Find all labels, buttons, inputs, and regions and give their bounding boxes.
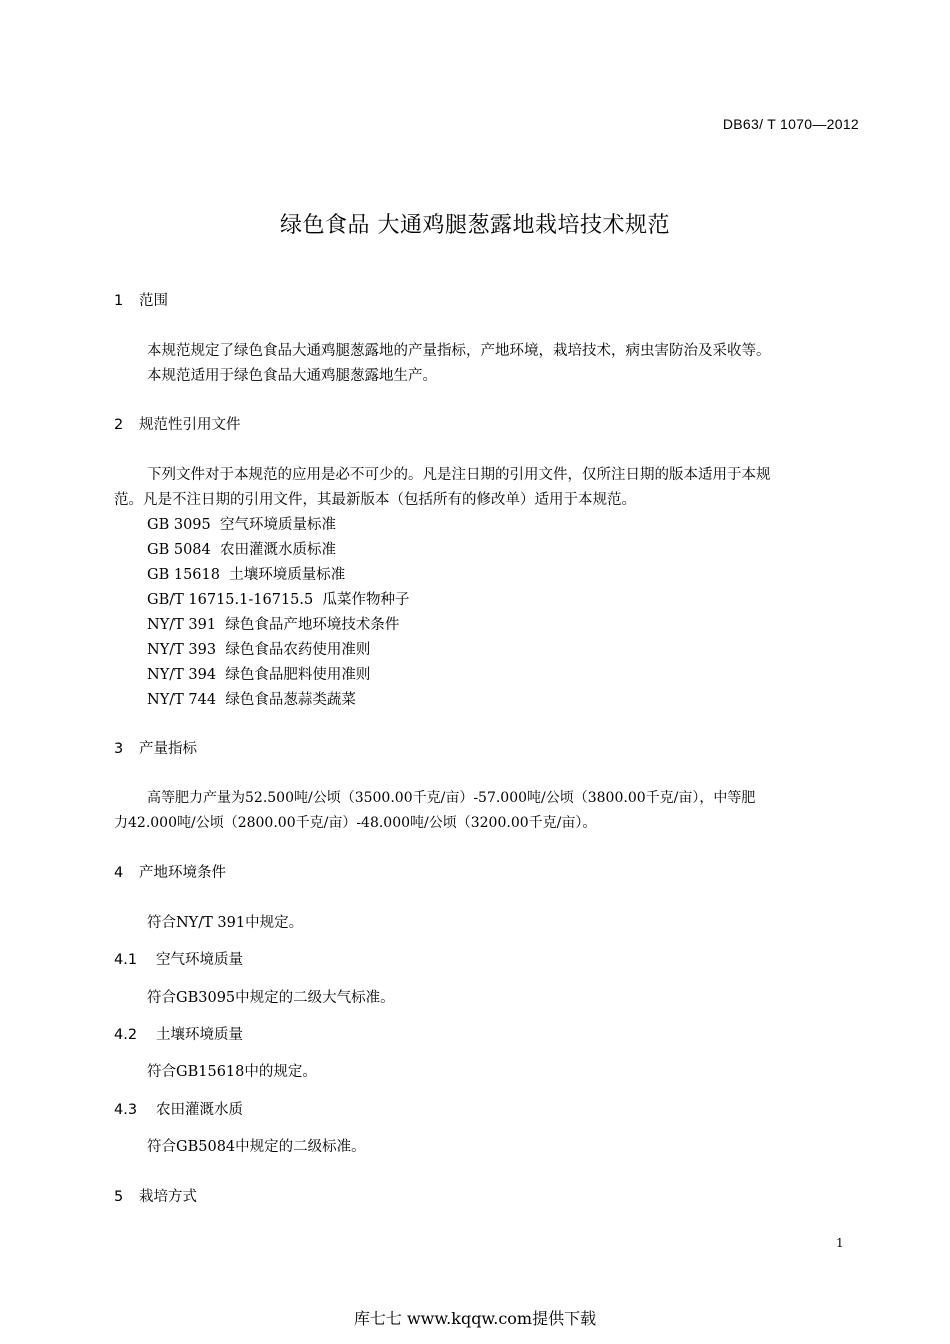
reference-item: NY/T 393 绿色食品农药使用准则 [147,642,371,658]
reference-item: NY/T 394 绿色食品肥料使用准则 [147,667,371,683]
paragraph: 符合GB3095中规定的二级大气标准。 [147,990,395,1006]
section-4-2-heading [114,1023,243,1044]
section-number: 3 [114,741,124,757]
section-title: 农田灌溉水质 [156,1102,243,1118]
section-4-1-heading [114,948,243,969]
paragraph: 力42.000吨/公顷（2800.00千克/亩）-48.000吨/公顷（3200.00千克/亩）。 [114,815,597,831]
reference-item: GB 3095 空气环境质量标准 [147,517,336,533]
paragraph: 符合GB5084中规定的二级标准。 [147,1139,366,1155]
reference-item: GB/T 16715.1-16715.5 瓜菜作物种子 [147,592,410,608]
section-4-3-heading [114,1098,243,1119]
section-number: 4.2 [114,1027,138,1043]
section-4-heading [114,861,226,882]
section-title: 空气环境质量 [156,952,243,968]
section-title: 产量指标 [139,741,197,757]
paragraph: 范。凡是不注日期的引用文件，其最新版本（包括所有的修改单）适用于本规范。 [114,492,636,508]
section-number: 1 [114,293,124,309]
section-title: 土壤环境质量 [156,1027,243,1043]
standard-code: DB63/ T 1070—2012 [722,116,859,132]
section-number: 5 [114,1189,124,1205]
paragraph: 本规范规定了绿色食品大通鸡腿葱露地的产量指标，产地环境，栽培技术，病虫害防治及采收等。 [147,343,771,359]
page-number: 1 [836,1236,844,1250]
paragraph: 符合NY/T 391中规定。 [147,915,304,931]
section-title: 产地环境条件 [139,865,226,881]
section-number: 4.3 [114,1102,138,1118]
section-3-heading [114,737,197,758]
section-title: 栽培方式 [139,1189,197,1205]
reference-item: GB 15618 土壤环境质量标准 [147,567,346,583]
reference-item: NY/T 391 绿色食品产地环境技术条件 [147,617,400,633]
section-title: 范围 [139,293,168,309]
section-2-heading [114,413,241,434]
download-footer: 库七七 www.kqqw.com提供下载 [353,1309,597,1328]
paragraph: 符合GB15618中的规定。 [147,1064,317,1080]
reference-item: NY/T 744 绿色食品葱蒜类蔬菜 [147,692,356,708]
section-1-heading [114,289,168,310]
section-number: 2 [114,417,124,433]
section-number: 4.1 [114,952,138,968]
document-title: 绿色食品 大通鸡腿葱露地栽培技术规范 [280,213,670,238]
paragraph: 高等肥力产量为52.500吨/公顷（3500.00千克/亩）-57.000吨/公顷（3800.00千克/亩），中等肥 [147,790,756,806]
paragraph: 本规范适用于绿色食品大通鸡腿葱露地生产。 [147,368,437,384]
section-5-heading [114,1185,197,1206]
reference-item: GB 5084 农田灌溉水质标准 [147,542,336,558]
paragraph: 下列文件对于本规范的应用是必不可少的。凡是注日期的引用文件，仅所注日期的版本适用于本规 [147,467,771,483]
section-number: 4 [114,865,124,881]
section-title: 规范性引用文件 [139,417,241,433]
